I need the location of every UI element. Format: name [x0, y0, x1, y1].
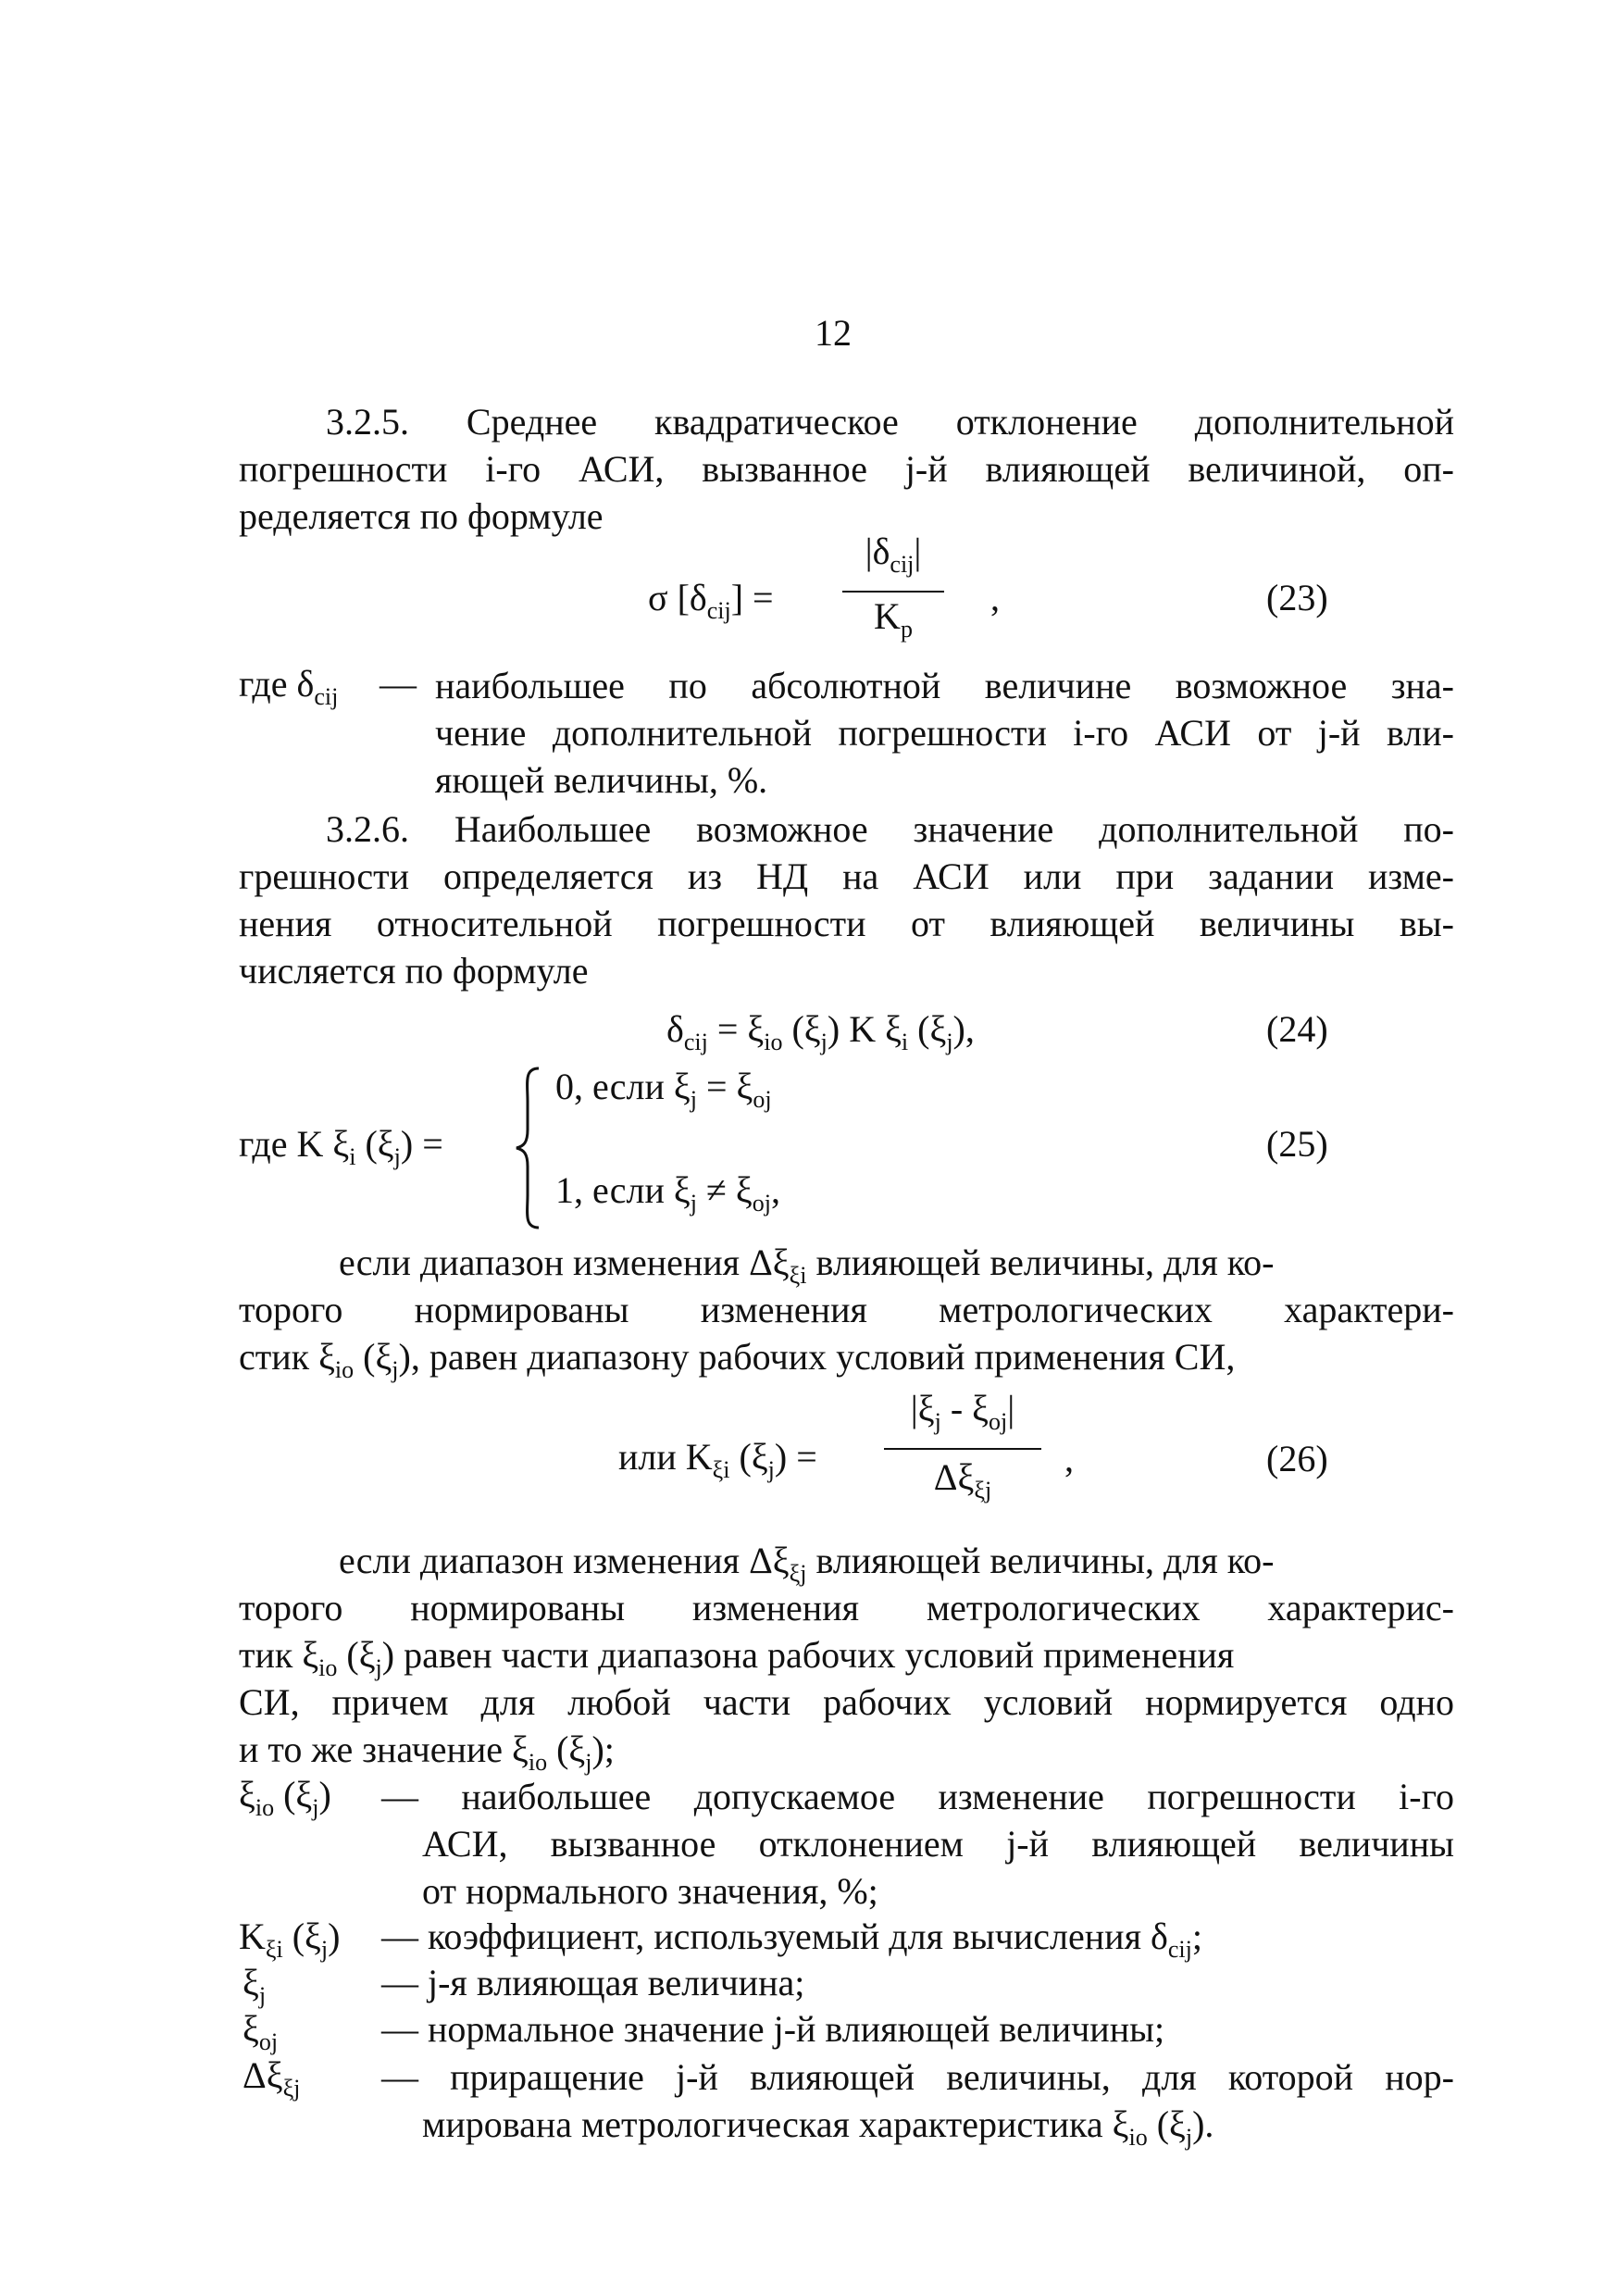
eq-text: = ξ: [705, 1066, 753, 1107]
eq-sub: oj: [752, 1190, 771, 1217]
eq-sub: j: [393, 1143, 401, 1171]
eq-text: ) =: [400, 1123, 443, 1165]
eq-text: K: [874, 595, 901, 637]
definition-delta-xi: [381, 2053, 1454, 2152]
eq-sub: io: [255, 1794, 275, 1822]
formula-26-numerator: [884, 1387, 1041, 1436]
fraction-bar: [842, 591, 944, 593]
definition-term-xi-oj: [243, 2007, 279, 2056]
text-line: нения относительной погрешности от влияющей величины вы-: [239, 903, 1454, 944]
eq-sub: j: [690, 1086, 697, 1114]
text-sub: ξi: [789, 1262, 807, 1290]
eq-text: (ξ: [365, 1123, 394, 1165]
text-sub: j: [375, 1654, 382, 1682]
eq-text: (ξ: [283, 1774, 313, 1816]
formula-23-numerator: [842, 530, 944, 579]
text: (ξ: [363, 1336, 392, 1378]
text: если диапазон изменения Δξ: [339, 1540, 790, 1581]
eq-text: |: [1007, 1388, 1015, 1429]
text: (ξ: [346, 1634, 376, 1676]
formula-24-label: (24): [1266, 1008, 1328, 1050]
eq-sub: p: [900, 616, 913, 643]
text-line: АСИ, вызванное отклонением j-й влияющей величины: [422, 1823, 1454, 1865]
eq-sub: j: [312, 1794, 319, 1822]
eq-text: ) K ξ: [827, 1008, 902, 1050]
text-line: яющей величины, %.: [435, 759, 768, 801]
eq-sub: j: [320, 1936, 329, 1964]
text: стик ξ: [239, 1336, 335, 1378]
eq-text: (ξ: [791, 1008, 821, 1050]
text-line: [239, 1239, 1454, 1290]
text: влияющей величины, для ко-: [815, 1540, 1275, 1581]
eq-sub: j: [690, 1190, 697, 1217]
eq-text: ] =: [730, 577, 774, 618]
definition-k-xi: [381, 1915, 1202, 1964]
eq-text: |: [914, 530, 922, 572]
text-line: грешности определяется из НД на АСИ или при задании изме-: [239, 855, 1454, 897]
text-sub: io: [334, 1356, 355, 1384]
text-line: — приращение j-й влияющей величины, для которой нор-: [381, 2056, 1454, 2098]
eq-text: 1, если ξ: [555, 1169, 691, 1211]
eq-text: ,: [770, 1169, 780, 1211]
text: тик ξ: [239, 1634, 319, 1676]
eq-text: ξ: [239, 1774, 255, 1816]
text: (ξ: [556, 1728, 586, 1770]
eq-sub: j: [934, 1408, 941, 1436]
text-sub: cij: [1167, 1936, 1192, 1964]
where-term: [239, 662, 339, 711]
eq-text: (ξ: [917, 1008, 947, 1050]
formula-23-denominator: [842, 594, 944, 643]
formula-25-case-1: [555, 1065, 772, 1114]
paragraph-3-2-5: [239, 398, 1454, 540]
left-brace: [511, 1065, 548, 1231]
eq-text: σ [δ: [648, 577, 707, 618]
eq-text: 0, если ξ: [555, 1066, 691, 1107]
eq-text: где K ξ: [239, 1123, 350, 1165]
formula-26-denominator: [884, 1455, 1041, 1504]
formula-25-lhs: [239, 1122, 443, 1171]
text: и то же значение ξ: [239, 1728, 529, 1770]
eq-sub: ξj: [974, 1477, 992, 1504]
text: ), равен диапазону рабочих условий применения СИ,: [398, 1336, 1236, 1378]
text: — коэффициент, используемый для вычисления δ: [381, 1915, 1168, 1957]
formula-23-comma: ,: [990, 577, 1000, 618]
definition-term-delta-xi: [243, 2053, 301, 2103]
formula-25-case-2: [555, 1168, 780, 1217]
page-number: 12: [815, 312, 852, 354]
eq-text: Δξ: [243, 2054, 283, 2096]
eq-sub: j: [767, 1456, 775, 1484]
definition-term-xi-j: [243, 1961, 267, 2010]
text-line: [381, 2101, 1454, 2152]
text-line: наибольшее по абсолютной величине возможное зна-: [435, 665, 1454, 706]
text-line: 3.2.6. Наибольшее возможное значение дополнительной по-: [326, 808, 1454, 850]
eq-text: |ξ: [910, 1388, 935, 1429]
formula-23-lhs: [648, 576, 774, 625]
text-sub: j: [1185, 2124, 1193, 2152]
formula-25-label: (25): [1266, 1123, 1328, 1165]
formula-23-label: (23): [1266, 577, 1328, 618]
text-sub: io: [528, 1749, 548, 1777]
eq-text: где δ: [239, 663, 315, 705]
eq-sub: oj: [988, 1408, 1008, 1436]
fraction-bar: [884, 1448, 1041, 1450]
text-line: чение дополнительной погрешности i-го АСИ от j-й вли-: [435, 712, 1454, 754]
eq-text: |δ: [865, 530, 890, 572]
eq-sub: cij: [683, 1029, 708, 1056]
eq-text: ≠ ξ: [705, 1169, 753, 1211]
formula-26-label: (26): [1266, 1438, 1328, 1479]
eq-text: ) =: [774, 1436, 817, 1478]
eq-text: (ξ: [292, 1915, 321, 1957]
eq-sub: oj: [258, 2028, 279, 2056]
eq-text: или K: [618, 1436, 713, 1478]
eq-text: ): [318, 1774, 331, 1816]
eq-text: ): [328, 1915, 341, 1957]
text: ) равен части диапазона рабочих условий применения: [381, 1634, 1235, 1676]
eq-text: δ: [666, 1008, 684, 1050]
eq-text: K: [239, 1915, 266, 1957]
paragraph-3-2-6: [239, 805, 1454, 994]
text-line: торого нормированы изменения метрологических характерис-: [239, 1587, 1454, 1628]
eq-sub: j: [820, 1029, 828, 1056]
text-sub: j: [392, 1356, 399, 1384]
formula-26-comma: ,: [1064, 1438, 1074, 1479]
eq-text: Δξ: [933, 1456, 975, 1498]
text: влияющей величины, для ко-: [815, 1242, 1275, 1283]
paragraph-range-part: [239, 1537, 1454, 1777]
text: если диапазон изменения Δξ: [339, 1242, 790, 1283]
eq-sub: i: [901, 1029, 909, 1056]
definition-xi-io: [381, 1773, 1454, 1915]
formula-26-lhs: [618, 1435, 817, 1484]
where-dash: —: [380, 663, 417, 705]
text-line: торого нормированы изменения метрологических характери-: [239, 1289, 1454, 1330]
definition-term-k-xi: [239, 1915, 341, 1964]
eq-sub: i: [349, 1143, 356, 1171]
text: мирована метрологическая характеристика ξ: [422, 2103, 1129, 2145]
text-line: [239, 1631, 1454, 1682]
eq-text: ξ: [243, 1962, 259, 2003]
text-sub: io: [1128, 2124, 1148, 2152]
eq-text: ξ: [243, 2008, 259, 2050]
where-definition: [435, 662, 1454, 804]
eq-sub: cij: [706, 597, 731, 625]
definition-xi-oj: — нормальное значение j-й влияющей величины;: [381, 2008, 1165, 2050]
eq-text: (ξ: [739, 1436, 768, 1478]
text-sub: j: [585, 1749, 592, 1777]
eq-text: - ξ: [950, 1388, 989, 1429]
eq-text: = ξ: [716, 1008, 765, 1050]
eq-sub: ξj: [282, 2075, 301, 2103]
text-line: числяется по формуле: [239, 950, 589, 992]
eq-sub: ξi: [712, 1456, 730, 1484]
text-sub: io: [318, 1654, 338, 1682]
text-line: СИ, причем для любой части рабочих условий нормируется одно: [239, 1681, 1454, 1723]
text: (ξ: [1156, 2103, 1186, 2145]
eq-sub: cij: [890, 551, 915, 579]
text-line: ределяется по формуле: [239, 495, 604, 537]
eq-sub: io: [764, 1029, 783, 1056]
eq-sub: oj: [753, 1086, 772, 1114]
eq-sub: j: [946, 1029, 953, 1056]
text-line: — наибольшее допускаемое изменение погрешности i-го: [381, 1776, 1454, 1817]
text: );: [591, 1728, 615, 1770]
text-line: от нормального значения, %;: [422, 1870, 878, 1912]
eq-text: ),: [952, 1008, 975, 1050]
paragraph-range-equal: [239, 1239, 1454, 1384]
formula-24: [666, 1007, 975, 1056]
text: ;: [1191, 1915, 1202, 1957]
text: ).: [1192, 2103, 1214, 2145]
text-sub: ξj: [789, 1560, 807, 1588]
eq-sub: j: [258, 1982, 267, 2010]
text-line: [239, 1333, 1454, 1384]
eq-sub: ξi: [265, 1936, 283, 1964]
definition-term-xi-io: [239, 1773, 331, 1822]
text-line: 3.2.5. Среднее квадратическое отклонение дополнительной: [326, 401, 1454, 443]
text-line: погрешности i-го АСИ, вызванное j-й влияющей величиной, оп-: [239, 448, 1454, 490]
text-line: [239, 1537, 1454, 1588]
definition-xi-j: — j-я влияющая величина;: [381, 1962, 805, 2003]
text-line: [239, 1726, 1454, 1777]
eq-sub: cij: [314, 683, 339, 711]
